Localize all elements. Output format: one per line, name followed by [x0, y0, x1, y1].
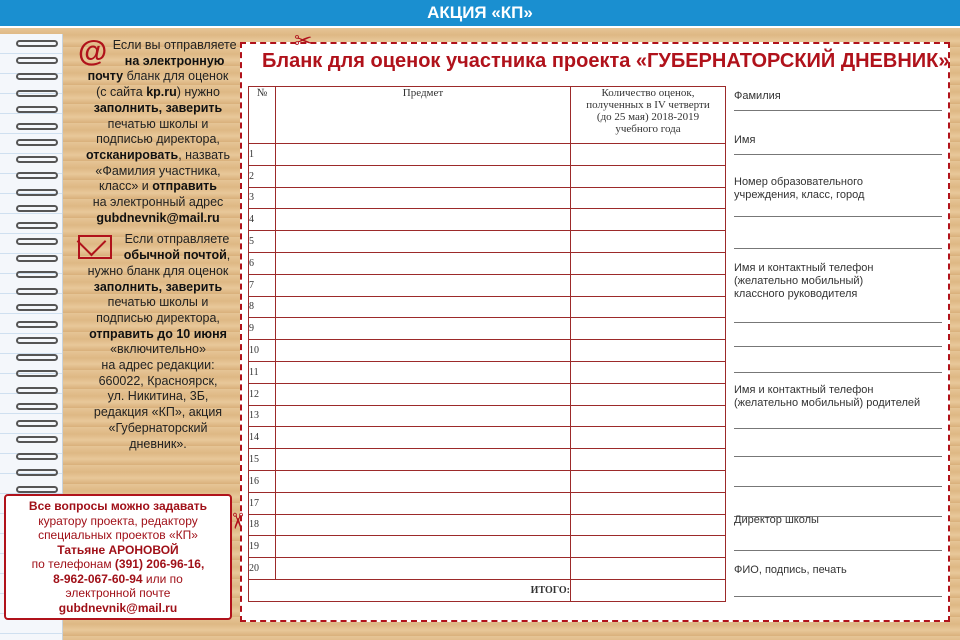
table-row: [249, 231, 726, 253]
scissors-icon: ✂: [294, 28, 313, 53]
count-cell[interactable]: [571, 558, 726, 580]
subject-cell[interactable]: [276, 427, 571, 449]
count-cell[interactable]: [571, 144, 726, 166]
count-cell[interactable]: [571, 296, 726, 318]
envelope-icon: [78, 235, 112, 259]
email-line: подписью директора,: [96, 132, 220, 147]
spiral-ring: [16, 40, 58, 47]
col-count-line: Количество оценок,: [601, 87, 695, 99]
spiral-ring: [16, 123, 58, 130]
parents-label-line: (желательно мобильный) родителей: [734, 397, 921, 409]
mail-line: редакция «КП», акция: [93, 405, 223, 420]
spiral-ring: [16, 403, 58, 410]
mail-line: заполнить, заверить: [93, 279, 223, 294]
total-cell[interactable]: [571, 579, 726, 601]
email-address-link[interactable]: gubdnevnik@mail.ru: [96, 210, 220, 225]
mail-line: «Губернаторский: [108, 420, 208, 435]
subject-cell[interactable]: [276, 536, 571, 558]
spiral-ring: [16, 106, 58, 113]
email-line: (с сайта: [96, 85, 147, 100]
mail-line: обычной почтой: [123, 248, 227, 263]
row-number: 6: [249, 252, 276, 274]
spiral-ring: [16, 271, 58, 278]
mail-line: Если отправляете: [124, 232, 230, 247]
table-row: [249, 470, 726, 492]
email-instructions: [78, 35, 238, 452]
col-count-line: полученных в IV четверти: [586, 99, 710, 111]
count-cell[interactable]: [571, 318, 726, 340]
parents-label: [734, 384, 942, 410]
form-title: Бланк для оценок участника проекта «ГУБЕРНАТОРСКИЙ ДНЕВНИК»: [262, 50, 950, 72]
mail-line: подписью директора,: [96, 310, 220, 325]
row-number: 14: [249, 427, 276, 449]
col-count-line: (до 25 мая) 2018-2019: [596, 111, 700, 123]
spiral-ring: [16, 172, 58, 179]
phone-link[interactable]: 8-962-067-60-94: [53, 571, 143, 586]
contact-line: специальных проектов «КП»: [38, 528, 198, 542]
subject-cell[interactable]: [276, 470, 571, 492]
row-number: 8: [249, 296, 276, 318]
spiral-ring: [16, 205, 58, 212]
row-number: 4: [249, 209, 276, 231]
mail-line: нужно бланк для оценок: [87, 263, 229, 278]
row-number: 15: [249, 449, 276, 471]
spiral-ring: [16, 90, 58, 97]
grades-table: [248, 86, 726, 602]
email-line: , назвать: [178, 147, 231, 162]
spiral-ring: [16, 354, 58, 361]
row-number: 12: [249, 383, 276, 405]
email-line: печатью школы и: [107, 116, 209, 131]
table-row: [249, 209, 726, 231]
at-icon: @: [78, 35, 108, 68]
row-number: 17: [249, 492, 276, 514]
contact-line: электронной почте: [65, 586, 171, 600]
table-row: [249, 427, 726, 449]
spiral-ring: [16, 337, 58, 344]
parents-line[interactable]: [734, 456, 942, 457]
school-line[interactable]: [734, 216, 942, 217]
spiral-ring: [16, 57, 58, 64]
contact-line: куратору проекта, редактору: [38, 513, 198, 528]
subject-cell[interactable]: [276, 296, 571, 318]
row-number: 7: [249, 274, 276, 296]
spiral-ring: [16, 370, 58, 377]
signature-label: ФИО, подпись, печать: [734, 564, 847, 576]
banner-title: АКЦИЯ «КП»: [427, 3, 533, 22]
row-number: 10: [249, 340, 276, 362]
count-cell[interactable]: [571, 361, 726, 383]
parents-label-line: Имя и контактный телефон: [734, 384, 874, 396]
row-number: 3: [249, 187, 276, 209]
spiral-ring: [16, 139, 58, 146]
subject-cell[interactable]: [276, 231, 571, 253]
subject-cell[interactable]: [276, 187, 571, 209]
spiral-ring: [16, 469, 58, 476]
table-row: [249, 449, 726, 471]
teacher-label-line: классного руководителя: [734, 288, 858, 300]
table-row: [249, 383, 726, 405]
spiral-ring: [16, 189, 58, 196]
name-line[interactable]: [734, 154, 942, 155]
spiral-ring: [16, 420, 58, 427]
count-cell[interactable]: [571, 383, 726, 405]
spiral-ring: [16, 304, 58, 311]
count-cell[interactable]: [571, 405, 726, 427]
email-line: почту: [87, 69, 124, 84]
count-cell[interactable]: [571, 449, 726, 471]
count-cell[interactable]: [571, 187, 726, 209]
teacher-line[interactable]: [734, 322, 942, 323]
surname-line[interactable]: [734, 110, 942, 111]
table-row: [249, 536, 726, 558]
email-line: «Фамилия участника,: [95, 163, 221, 178]
mail-line: ,: [226, 248, 231, 263]
row-number: 13: [249, 405, 276, 427]
contact-line: или по: [142, 571, 183, 586]
table-row: [249, 296, 726, 318]
school-label-line: Номер образовательного: [734, 176, 863, 188]
row-number: 11: [249, 361, 276, 383]
teacher-line[interactable]: [734, 346, 942, 347]
name-label: Имя: [734, 134, 756, 146]
spiral-ring: [16, 436, 58, 443]
parents-line[interactable]: [734, 428, 942, 429]
table-row: [249, 361, 726, 383]
contact-line: Все вопросы можно задавать: [28, 499, 208, 513]
subject-cell[interactable]: [276, 165, 571, 187]
contact-email-link[interactable]: gubdnevnik@mail.ru: [58, 600, 178, 615]
signature-line[interactable]: [734, 596, 942, 597]
director-label: Директор школы: [734, 514, 819, 526]
mail-line: «включительно»: [110, 342, 206, 357]
email-line: на электронный адрес: [92, 195, 224, 210]
total-label: ИТОГО:: [249, 579, 571, 601]
table-row: [249, 144, 726, 166]
col-subject-header: Предмет: [276, 87, 571, 144]
spiral-ring: [16, 156, 58, 163]
table-row: [249, 252, 726, 274]
spiral-ring: [16, 288, 58, 295]
row-number: 2: [249, 165, 276, 187]
subject-cell[interactable]: [276, 558, 571, 580]
grade-form: [225, 28, 950, 622]
banner: [0, 0, 960, 28]
table-row: [249, 165, 726, 187]
spiral-ring: [16, 486, 58, 493]
site-link[interactable]: kp.ru: [146, 85, 177, 100]
row-number: 9: [249, 318, 276, 340]
row-number: 5: [249, 231, 276, 253]
subject-cell[interactable]: [276, 340, 571, 362]
mail-line: 660022, Красноярск,: [98, 373, 218, 388]
row-number: 1: [249, 144, 276, 166]
email-line: отсканировать: [85, 147, 179, 162]
subject-cell[interactable]: [276, 492, 571, 514]
subject-cell[interactable]: [276, 318, 571, 340]
row-number: 16: [249, 470, 276, 492]
contact-line: по телефонам: [31, 557, 115, 571]
table-row: [249, 187, 726, 209]
table-row: [249, 492, 726, 514]
count-cell[interactable]: [571, 492, 726, 514]
mail-line: печатью школы и: [107, 295, 209, 310]
mail-line: отправить до 10 июня: [89, 326, 227, 341]
count-cell[interactable]: [571, 165, 726, 187]
spiral-ring: [16, 238, 58, 245]
table-row: [249, 405, 726, 427]
table-row: [249, 274, 726, 296]
email-line: Если вы отправляете: [112, 38, 237, 52]
school-line[interactable]: [734, 248, 942, 249]
school-label-line: учреждения, класс, город: [734, 189, 865, 201]
row-number: 20: [249, 558, 276, 580]
count-cell[interactable]: [571, 209, 726, 231]
count-cell[interactable]: [571, 231, 726, 253]
subject-cell[interactable]: [276, 405, 571, 427]
col-count-header: [571, 87, 726, 144]
count-cell[interactable]: [571, 536, 726, 558]
col-num-header: №: [249, 87, 276, 144]
email-line: класс» и: [98, 179, 153, 194]
table-row: [249, 558, 726, 580]
email-line: заполнить, заверить: [93, 100, 223, 115]
count-cell[interactable]: [571, 340, 726, 362]
count-cell[interactable]: [571, 252, 726, 274]
mail-line: ул. Никитина, 3Б,: [107, 389, 209, 404]
surname-label: Фамилия: [734, 90, 781, 102]
curator-name: Татьяне АРОНОВОЙ: [57, 542, 179, 557]
email-line: на электронную: [124, 53, 225, 68]
email-line: бланк для оценок: [123, 69, 229, 84]
count-cell[interactable]: [571, 427, 726, 449]
count-cell[interactable]: [571, 514, 726, 536]
count-cell[interactable]: [571, 470, 726, 492]
scissors-icon: ✂: [225, 511, 251, 531]
teacher-label: [734, 262, 942, 301]
subject-cell[interactable]: [276, 274, 571, 296]
spiral-ring: [16, 453, 58, 460]
subject-cell[interactable]: [276, 383, 571, 405]
count-cell[interactable]: [571, 274, 726, 296]
parents-line[interactable]: [734, 486, 942, 487]
contact-box: [4, 494, 232, 620]
table-row: [249, 318, 726, 340]
spiral-ring: [16, 73, 58, 80]
table-row: [249, 514, 726, 536]
subject-cell[interactable]: [276, 514, 571, 536]
spiral-ring: [16, 387, 58, 394]
teacher-label-line: Имя и контактный телефон: [734, 262, 874, 274]
subject-cell[interactable]: [276, 361, 571, 383]
spiral-ring: [16, 321, 58, 328]
director-line[interactable]: [734, 550, 942, 551]
subject-cell[interactable]: [276, 209, 571, 231]
table-row: [249, 340, 726, 362]
mail-line: на адрес редакции:: [101, 358, 215, 373]
email-line: отправить: [152, 179, 217, 194]
spiral-ring: [16, 222, 58, 229]
mail-line: дневник».: [129, 436, 187, 451]
teacher-line[interactable]: [734, 372, 942, 373]
spiral-ring: [16, 255, 58, 262]
row-number: 19: [249, 536, 276, 558]
subject-cell[interactable]: [276, 252, 571, 274]
teacher-label-line: (желательно мобильный): [734, 275, 864, 287]
subject-cell[interactable]: [276, 144, 571, 166]
school-label: [734, 176, 942, 202]
phone-link[interactable]: (391) 206-96-16,: [114, 557, 205, 571]
subject-cell[interactable]: [276, 449, 571, 471]
email-line: ) нужно: [176, 85, 220, 100]
col-count-line: учебного года: [615, 123, 681, 135]
row-number: 18: [249, 514, 276, 536]
